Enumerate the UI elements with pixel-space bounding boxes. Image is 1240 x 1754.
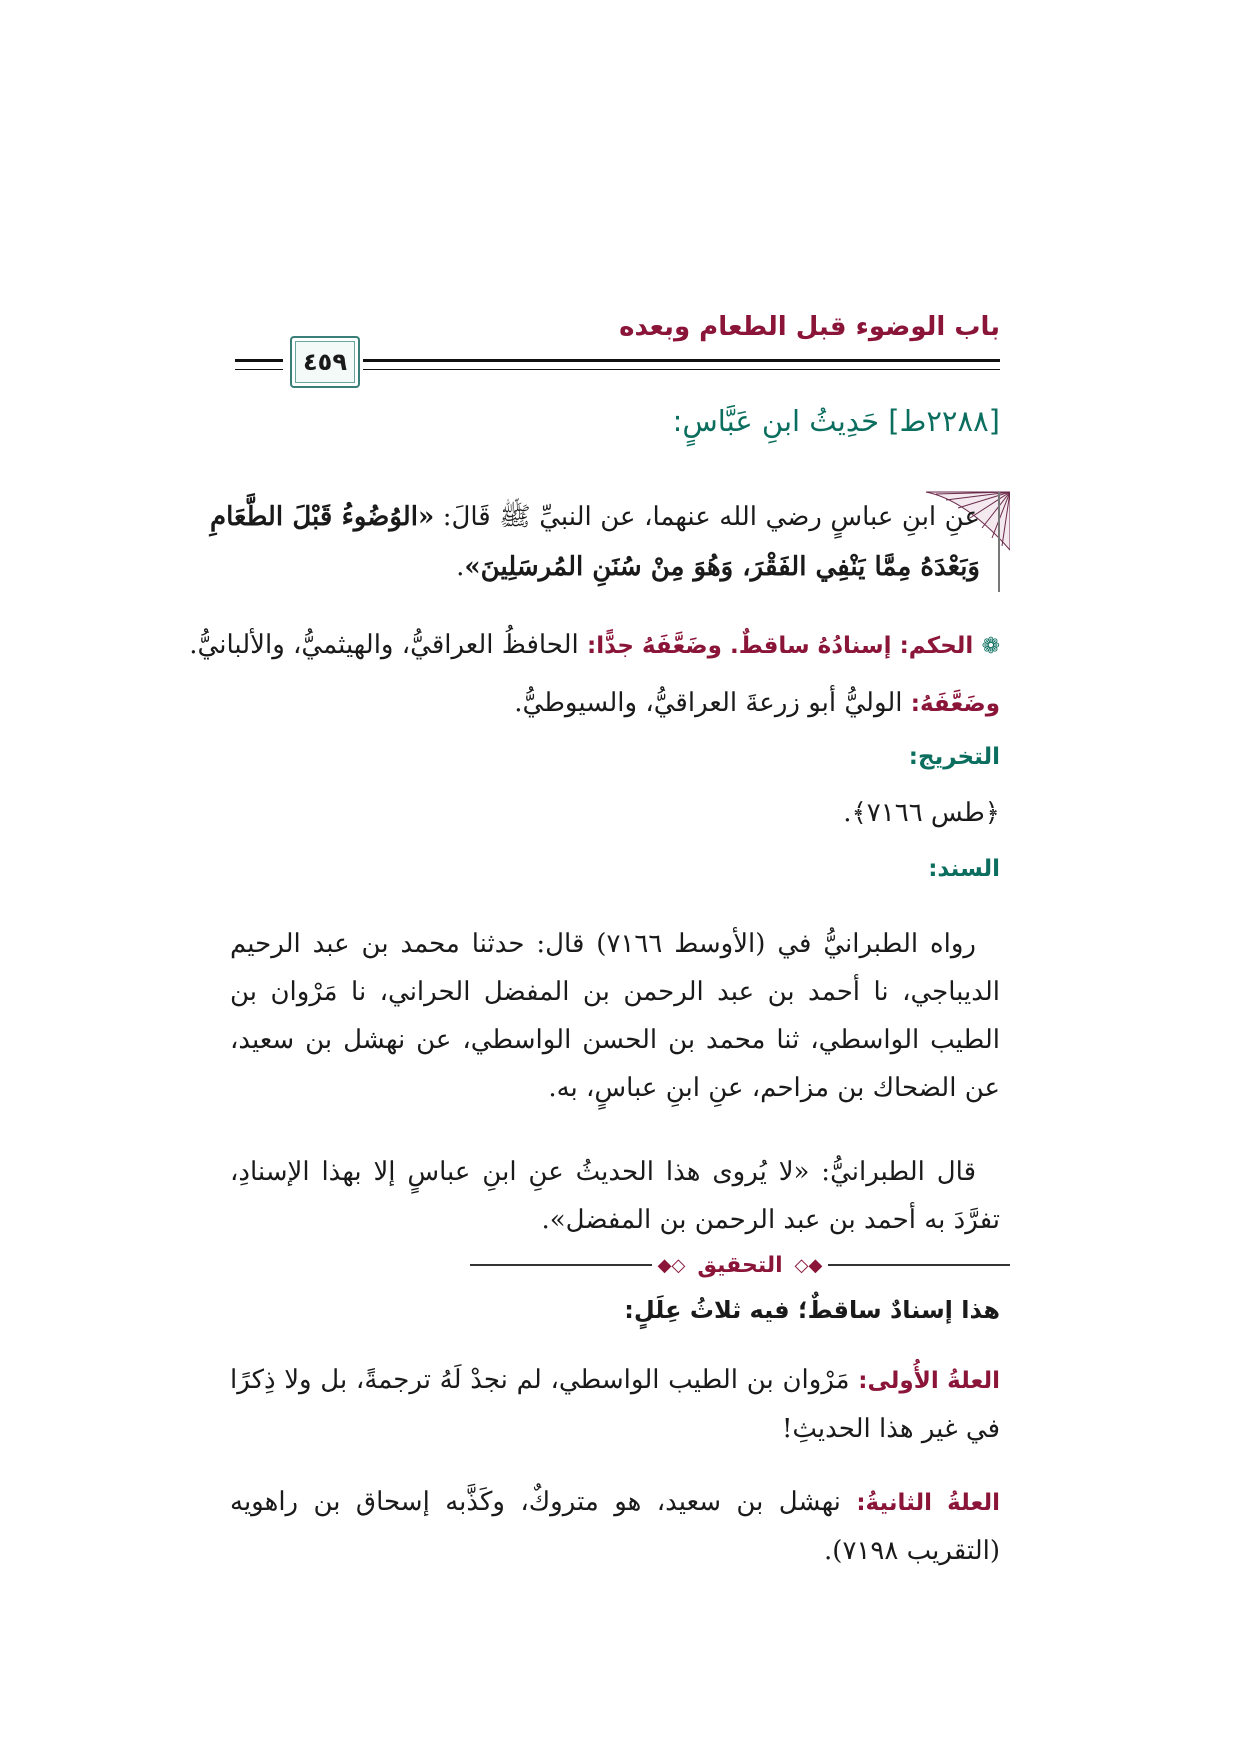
sanad-paragraph: رواه الطبرانيُّ في (الأوسط ٧١٦٦) قال: حدثنا محمد بن عبد الرحيم الديباجي، نا أحمد بن عبد الرحمن بن المفضل الحراني، نا مَرْوان بن الطيب الواسطي، ثنا محمد بن الحسن الواسطي، عن نهشل بن سعيد، عن الضحاك بن مزاحم، عنِ ابنِ عباسٍ، به. xyxy=(230,929,1000,1103)
chapter-title: باب الوضوء قبل الطعام وبعده xyxy=(619,312,1000,342)
illa-first-text: مَرْوان بن الطيب الواسطي، لم نجدْ لَهُ ترجمةً، بل ولا ذِكرًا في غير هذا الحديثِ! xyxy=(230,1365,1000,1444)
divider-line xyxy=(828,1264,1010,1266)
hadith-heading: [٢٢٨٨ط] حَدِيثُ ابنِ عَبَّاسٍ: xyxy=(672,404,1000,438)
ruling-label: الحكم: xyxy=(899,633,974,659)
ruling-verdict: إسنادُهُ ساقطٌ. وضَعَّفَهُ جدًّا: xyxy=(587,633,900,659)
illa-first-label: العلةُ الأُولى: xyxy=(858,1368,1000,1394)
weak-line xyxy=(230,680,1000,727)
header-rule-short xyxy=(235,359,283,370)
divider-line xyxy=(470,1264,652,1266)
illa-second-label: العلةُ الثانيةُ: xyxy=(856,1490,1001,1516)
hadith-end: . xyxy=(456,552,465,582)
illa-first xyxy=(230,1356,1000,1453)
page-number-badge xyxy=(290,336,360,388)
page-number: ٤٥٩ xyxy=(303,348,347,376)
isnad-verdict: هذا إسنادٌ ساقطٌ؛ فيه ثلاثُ عِلَلٍ: xyxy=(624,1296,1000,1324)
divider-ornament-icon: ◇◆ xyxy=(657,1254,686,1276)
sanad-label: السند: xyxy=(928,856,1000,882)
hadith-matn: «الوُضُوءُ قَبْلَ الطَّعَامِ وَبَعْدَهُ مِمَّا يَنْفِي الفَقْرَ، وَهُوَ مِنْ سُنَنِ المُرسَلِينَ» xyxy=(210,502,980,582)
hadith-intro: عنِ ابنِ عباسٍ رضي الله عنهما، عن النبيِّ ﷺ قَالَ: xyxy=(434,502,980,532)
header-rule xyxy=(363,359,1000,370)
source-reference: ﴿طس ٧١٦٦﴾. xyxy=(843,798,1000,828)
takhrij-label: التخريج: xyxy=(908,744,1000,770)
hadith-text xyxy=(210,492,1000,592)
tabarani-quote: قال الطبرانيُّ: «لا يُروى هذا الحديثُ عنِ ابنِ عباسٍ إلا بهذا الإسنادِ، تفرَّدَ به أحمد بن عبد الرحمن بن المفضل». xyxy=(230,1157,1000,1235)
ruling-scholars: الحافظُ العراقيُّ، والهيثميُّ، والألبانيُّ. xyxy=(189,630,587,660)
illa-second-text: نهشل بن سعيد، هو متروكٌ، وكَذَّبه إسحاق بن راهويه (التقريب ٧١٩٨). xyxy=(230,1487,1000,1566)
weak-label: وضَعَّفَهُ: xyxy=(910,691,1000,717)
flower-ornament-icon: ❁ xyxy=(981,634,1000,659)
weak-scholars: الوليُّ أبو زرعةَ العراقيُّ، والسيوطيُّ. xyxy=(514,688,911,718)
divider-ornament-icon: ◆◇ xyxy=(794,1254,823,1276)
illa-second xyxy=(230,1478,1000,1575)
ruling-line xyxy=(189,622,1000,670)
tahqiq-divider xyxy=(470,1248,1010,1282)
tahqiq-label: التحقيق xyxy=(697,1252,783,1278)
